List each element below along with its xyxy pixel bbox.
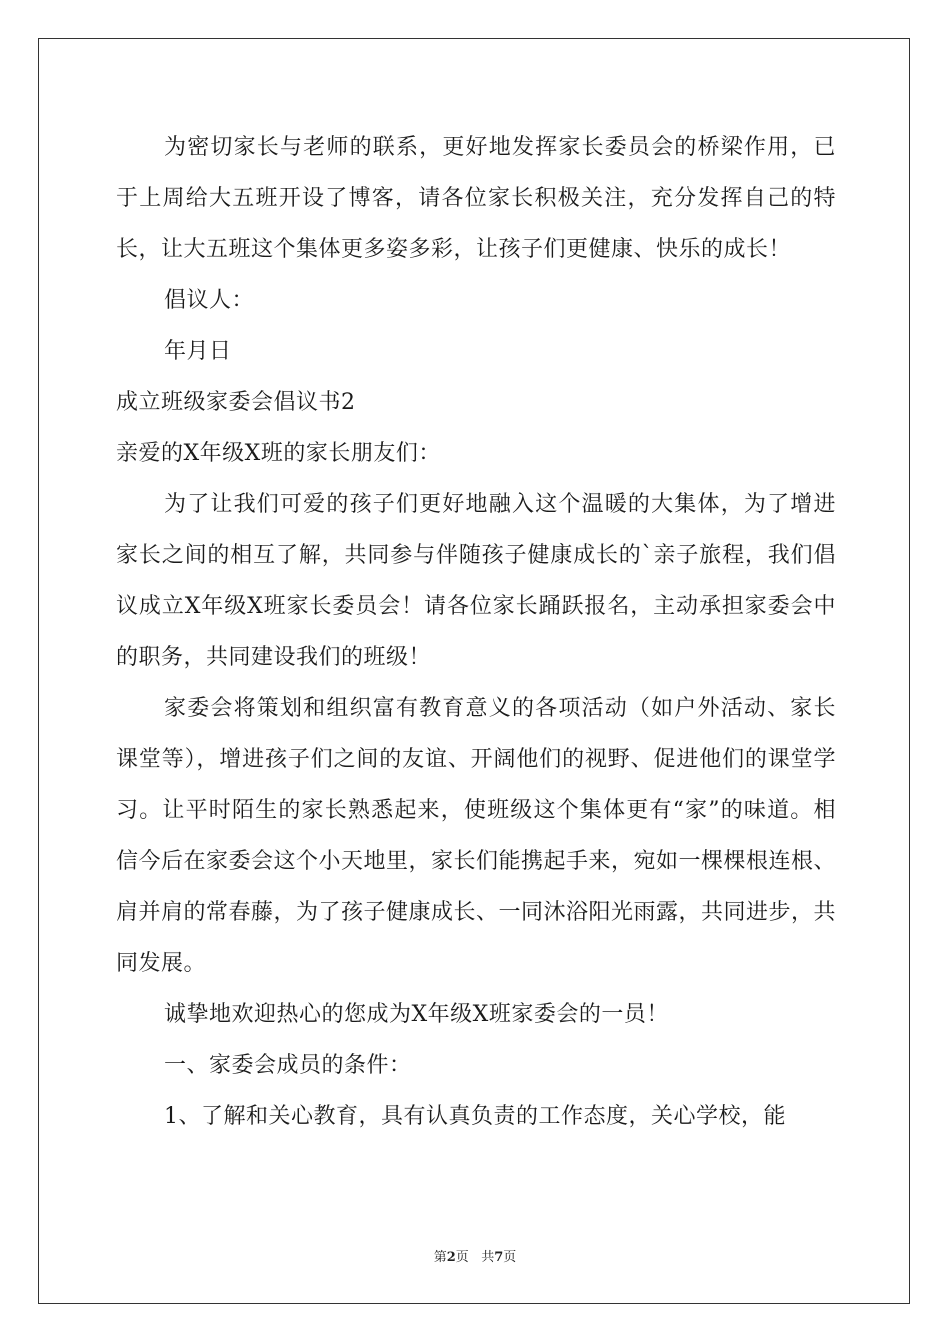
paragraph-initiator: 倡议人： bbox=[164, 288, 255, 313]
document-body bbox=[116, 122, 836, 1142]
footer-total-prefix: 共 bbox=[481, 1250, 495, 1265]
footer-prefix: 第 bbox=[433, 1250, 447, 1265]
paragraph-blog-notice: 为密切家长与老师的联系，更好地发挥家长委员会的桥梁作用，已于上周给大五班开设了博客，请各位家长积极关注，充分发挥自己的特长，让大五班这个集体更多姿多彩，让孩子们更健康、快乐的成长！ bbox=[116, 135, 836, 262]
salutation: 亲爱的X年级X班的家长朋友们： bbox=[116, 441, 441, 466]
list-item-condition-1: 1、了解和关心教育，具有认真负责的工作态度，关心学校，能 bbox=[164, 1104, 786, 1129]
footer-total-pages: 7 bbox=[494, 1250, 504, 1265]
heading-conditions: 一、家委会成员的条件： bbox=[164, 1053, 412, 1078]
paragraph-activities: 家委会将策划和组织富有教育意义的各项活动（如户外活动、家长课堂等），增进孩子们之间的友谊、开阔他们的视野、促进他们的课堂学习。让平时陌生的家长熟悉起来，使班级这个集体更有“家”的味道。相信今后在家委会这个小天地里，家长们能携起手来，宛如一棵棵根连根、肩并肩的常春藤，为了孩子健康成长、一同沐浴阳光雨露，共同进步，共同发展。 bbox=[116, 696, 837, 976]
footer-page-suffix: 页 bbox=[455, 1250, 469, 1265]
page-footer bbox=[0, 1246, 950, 1265]
paragraph-proposal: 为了让我们可爱的孩子们更好地融入这个温暖的大集体，为了增进家长之间的相互了解，共同参与伴随孩子健康成长的`亲子旅程，我们倡议成立X年级X班家长委员会！请各位家长踊跃报名，主动承担家委会中的职务，共同建设我们的班级！ bbox=[116, 492, 836, 670]
footer-page-number: 2 bbox=[446, 1250, 456, 1265]
paragraph-date: 年月日 bbox=[164, 339, 232, 364]
footer-total-suffix: 页 bbox=[503, 1250, 517, 1265]
paragraph-welcome: 诚挚地欢迎热心的您成为X年级X班家委会的一员！ bbox=[164, 1002, 669, 1027]
section-title: 成立班级家委会倡议书2 bbox=[116, 390, 356, 415]
